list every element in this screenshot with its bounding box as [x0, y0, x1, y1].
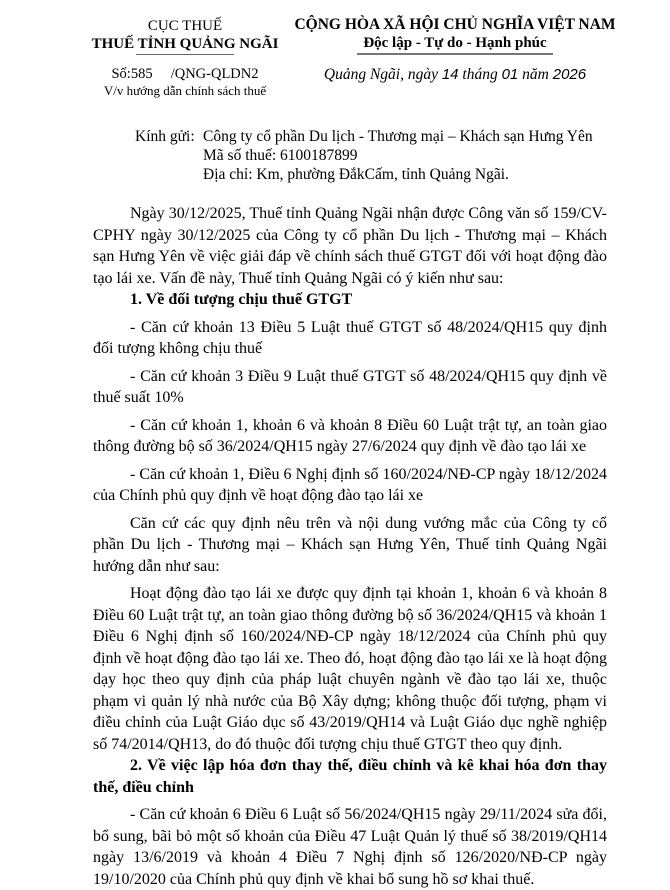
recipient-company: Công ty cổ phần Du lịch - Thương mại – Khách sạn Hưng Yên — [203, 128, 593, 145]
date-year: 2026 — [552, 66, 587, 83]
recipient-label: Kính gửi: — [135, 128, 195, 145]
document-header — [0, 16, 670, 126]
doc-number-label: Số: — [111, 66, 131, 82]
doc-number-value: 585 — [130, 66, 153, 82]
date-year-label: năm — [518, 66, 553, 83]
document-body — [93, 203, 607, 890]
section-1-bullet: - Căn cứ khoản 3 Điều 9 Luật thuế GTGT số 48/2024/QH15 quy định về thuế suất 10% — [93, 367, 607, 406]
agency-underline — [136, 54, 234, 55]
nation-title: CỘNG HÒA XÃ HỘI CHỦ NGHĨA VIỆT NAM — [294, 16, 616, 33]
agency-parent: CỤC THUẾ — [147, 18, 223, 34]
date-day: 14 — [441, 66, 459, 83]
recipient-tax-code: Mã số thuế: 6100187899 — [203, 147, 358, 164]
section-2-bullet: - Căn cứ khoản 6 Điều 6 Luật số 56/2024/QH15 ngày 29/11/2024 sửa đổi, bổ sung, bãi bỏ một số khoản của Điều 47 Luật Quản lý thuế số 38/2019/QH14 ngày 13/6/2019 và khoản 4 Điều 7 Nghị định số 126/2020/NĐ-CP ngày 19/10/2020 của Chính phủ quy định về khai bổ sung hồ sơ khai thuế. — [93, 806, 607, 888]
recipient-block — [135, 127, 593, 184]
section-2-heading: 2. Về việc lập hóa đơn thay thế, điều chỉnh và kê khai hóa đơn thay thế, điều chỉnh — [93, 757, 607, 796]
date-month-label: tháng — [458, 66, 502, 83]
guidance-paragraph: Hoạt động đào tạo lái xe được quy định tại khoản 1, khoản 6 và khoản 8 Điều 60 Luật trật tự, an toàn giao thông đường bộ số 36/2024/QH15 và khoản 1 Điều 6 Nghị định số 160/2024/NĐ-CP ngày 18/12/2024 của Chính phủ quy định về hoạt động đào tạo lái xe. Theo đó, hoạt động đào tạo lái xe là hoạt động dạy học theo quy định của pháp luật chuyên ngành về đào tạo lái xe, thuộc phạm vi quản lý nhà nước của Bộ Xây dựng; không thuộc đối tượng, phạm vi điều chỉnh của Luật Giáo dục số 43/2019/QH14 và Luật Giáo dục nghề nghiệp số 74/2014/QH13, do đó thuộc đối tượng chịu thuế GTGT theo quy định. — [93, 585, 607, 753]
section-1-bullet: - Căn cứ khoản 13 Điều 5 Luật thuế GTGT số 48/2024/QH15 quy định đối tượng không chịu thuế — [93, 318, 607, 357]
document-subject: V/v hướng dẫn chính sách thuế — [103, 83, 267, 98]
section-1-bullet: - Căn cứ khoản 1, Điều 6 Nghị định số 160/2024/NĐ-CP ngày 18/12/2024 của Chính phủ quy định về hoạt động đào tạo lái xe — [93, 465, 607, 504]
section-1-bullet: - Căn cứ khoản 1, khoản 6 và khoản 8 Điều 60 Luật trật tự, an toàn giao thông đường bộ số 36/2024/QH15 ngày 27/6/2024 quy định về đào tạo lái xe — [93, 416, 607, 455]
issue-date — [290, 66, 620, 84]
date-month: 01 — [501, 66, 519, 83]
issuing-agency-block — [80, 16, 290, 98]
intro-paragraph: Ngày 30/12/2025, Thuế tỉnh Quảng Ngãi nhận được Công văn số 159/CV-CPHY ngày 30/12/2025 của Công ty cổ phần Du lịch - Thương mại – Khách sạn Hưng Yên về việc giải đáp về chính sách thuế GTGT đối với hoạt động đào tạo lái xe. Vấn đề này, Thuế tỉnh Quảng Ngãi có ý kiến như sau: — [93, 205, 607, 287]
doc-number-suffix: /QNG-QLDN2 — [170, 66, 259, 82]
national-header-block — [290, 16, 620, 84]
basis-paragraph: Căn cứ các quy định nêu trên và nội dung vướng mắc của Công ty cổ phần Du lịch - Thương mại – Khách sạn Hưng Yên, Thuế tỉnh Quảng Ngãi hướng dẫn như sau: — [93, 514, 607, 575]
date-place: Quảng Ngãi, ngày — [323, 66, 442, 83]
agency-name: THUẾ TỈNH QUẢNG NGÃI — [91, 36, 279, 52]
section-1-heading: 1. Về đối tượng chịu thuế GTGT — [130, 291, 353, 308]
document-number — [80, 66, 290, 83]
national-motto: Độc lập - Tự do - Hạnh phúc — [363, 35, 547, 51]
recipient-address: Địa chỉ: Km, phường ĐắkCấm, tỉnh Quảng Ngãi. — [203, 166, 509, 183]
motto-underline — [357, 53, 553, 55]
